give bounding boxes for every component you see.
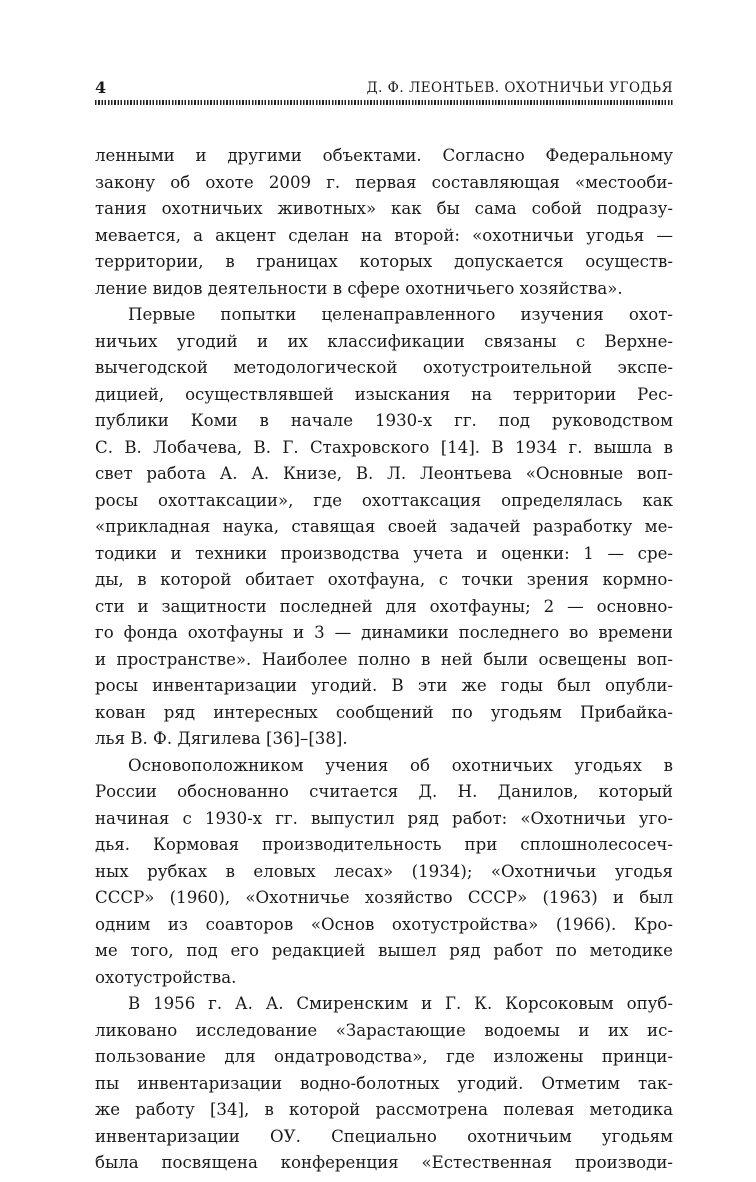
text-line: сти и защитности последней для охотфауны; 2 — основно- xyxy=(95,596,673,616)
text-line: «прикладная наука, ставящая своей задачей разработку ме- xyxy=(95,517,673,536)
text-line: пользование для ондатроводства», где изложены принци- xyxy=(95,1047,673,1066)
text-line: росы инвентаризации угодий. В эти же годы был опубли- xyxy=(95,676,673,695)
text-line: дицией, осуществлявшей изыскания на территории Рес- xyxy=(95,384,673,404)
text-line: пы инвентаризации водно-болотных угодий. Отметим так- xyxy=(95,1073,673,1093)
text-line: СССР» (1960), «Охотничье хозяйство СССР» (1963) и был xyxy=(95,888,673,907)
text-line: тодики и техники производства учета и оценки: 1 — сре- xyxy=(95,543,673,563)
text-line: охотустройства. xyxy=(95,967,237,987)
text-line: России обоснованно считается Д. Н. Данилов, который xyxy=(95,782,673,801)
text-line: ме того, под его редакцией вышел ряд работ по методике xyxy=(95,941,673,960)
text-line: начиная с 1930-х гг. выпустил ряд работ: «Охотничьи уго- xyxy=(95,808,673,828)
text-line: инвентаризации ОУ. Специально охотничьим угодьям xyxy=(95,1126,673,1146)
text-line: свет работа А. А. Книзе, В. Л. Леонтьева «Основные воп- xyxy=(95,464,673,483)
paragraph-start-line: Основоположником учения об охотничьих угодьях в xyxy=(128,755,673,775)
text-line: территории, в границах которых допускается осуществ- xyxy=(95,252,673,271)
text-line: лья В. Ф. Дягилева [36]–[38]. xyxy=(95,729,348,748)
text-line: кован ряд интересных сообщений по угодьям Прибайка- xyxy=(95,702,673,722)
page-number: 4 xyxy=(95,78,107,97)
text-line: ленными и другими объектами. Согласно Федеральному xyxy=(95,146,673,165)
running-header xyxy=(95,78,673,100)
text-line: же работу [34], в которой рассмотрена полевая методика xyxy=(95,1100,673,1119)
text-line: ничьих угодий и их классификации связаны с Верхне- xyxy=(95,331,673,351)
running-title: Д. Ф. ЛЕОНТЬЕВ. ОХОТНИЧЬИ УГОДЬЯ xyxy=(366,80,673,96)
text-line: ление видов деятельности в сфере охотничьего хозяйства». xyxy=(95,278,623,298)
text-line: закону об охоте 2009 г. первая составляющая «местооби- xyxy=(95,172,673,192)
text-line: дья. Кормовая производительность при сплошнолесосеч- xyxy=(95,835,673,854)
text-line: мевается, а акцент сделан на второй: «охотничьи угодья — xyxy=(95,225,673,245)
text-line: росы охоттаксации», где охоттаксация определялась как xyxy=(95,490,673,510)
text-line: ды, в которой обитает охотфауна, с точки зрения кормно- xyxy=(95,570,673,589)
text-line: была посвящена конференция «Естественная производи- xyxy=(95,1153,673,1172)
text-line: и пространстве». Наиболее полно в ней были освещены воп- xyxy=(95,649,673,669)
header-dotted-rule xyxy=(95,100,673,105)
paragraph-start-line: Первые попытки целенаправленного изучения охот- xyxy=(128,305,673,324)
text-line: публики Коми в начале 1930-х гг. под руководством xyxy=(95,411,673,430)
text-line: ликовано исследование «Зарастающие водоемы и их ис- xyxy=(95,1020,673,1040)
text-line: тания охотничьих животных» как бы сама собой подразу- xyxy=(95,199,673,218)
text-line: вычегодской методологической охотустроительной экспе- xyxy=(95,358,673,377)
paragraph-start-line: В 1956 г. А. А. Смиренским и Г. К. Корсоковым опуб- xyxy=(128,994,673,1013)
text-line: ных рубках в еловых лесах» (1934); «Охотничьи угодья xyxy=(95,861,673,881)
text-line: одним из соавторов «Основ охотустройства» (1966). Кро- xyxy=(95,914,673,934)
text-line: С. В. Лобачева, В. Г. Стахровского [14]. В 1934 г. вышла в xyxy=(95,437,673,457)
text-line: го фонда охотфауны и 3 — динамики последнего во времени xyxy=(95,623,673,642)
body-text xyxy=(95,143,673,1177)
